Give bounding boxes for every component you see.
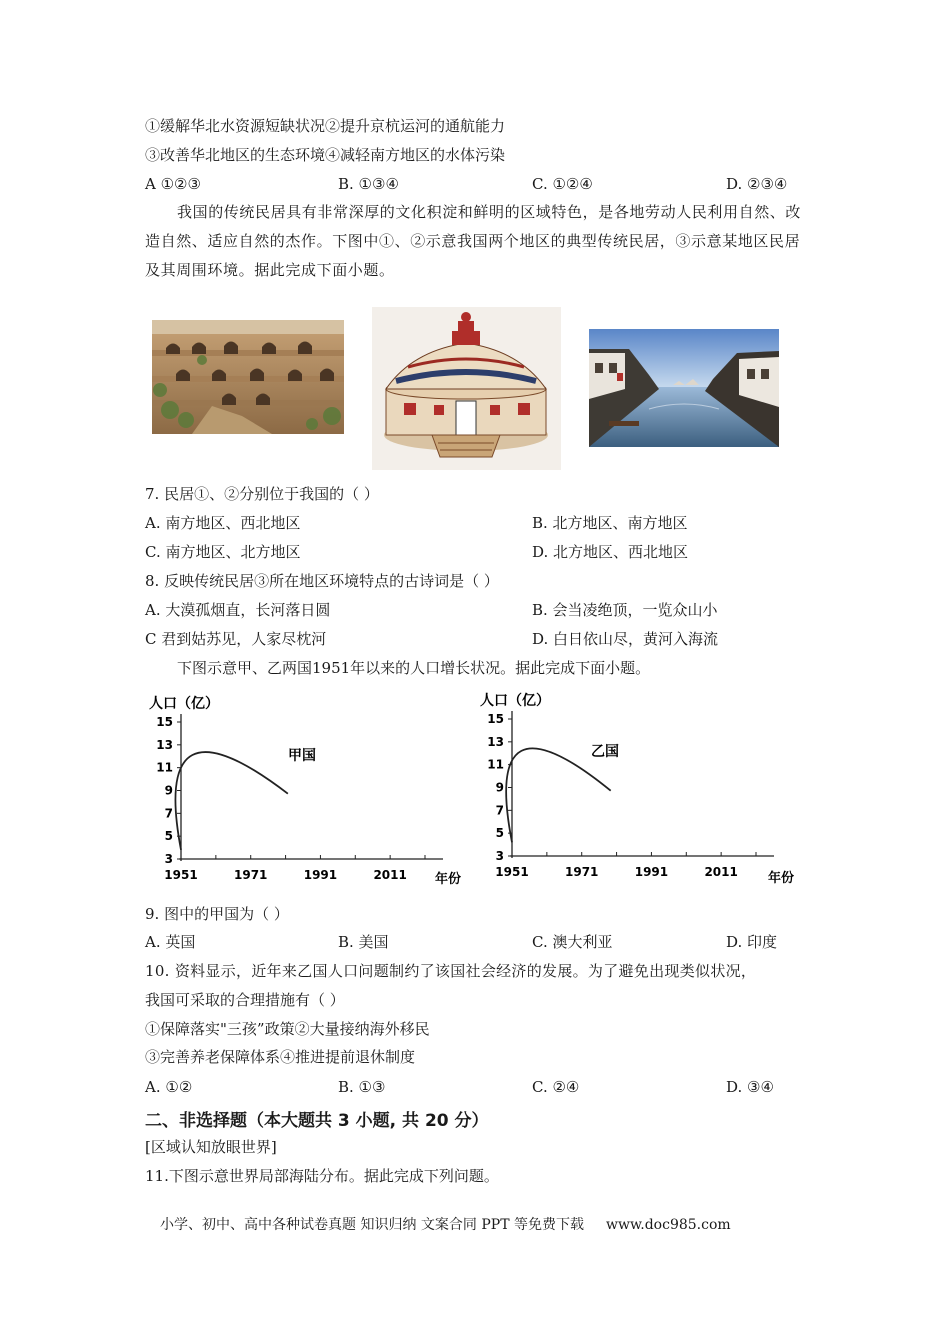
chart-yi-x-tick-label: 1971 [565, 865, 599, 879]
water-town-photo [589, 329, 779, 447]
q7-option-b: B. 北方地区、南方地区 [532, 514, 688, 532]
footer-text: 小学、初中、高中各种试卷真题 知识归纳 文案合同 PPT 等免费下载 [160, 1217, 584, 1233]
q11-stem: 11.下图示意世界局部海陆分布。据此完成下列问题。 [145, 1167, 499, 1185]
chart-yi-x-tick-label: 1951 [495, 865, 529, 879]
q10-option-c: C. ②④ [532, 1078, 580, 1096]
q6-option-a: A ①②③ [145, 175, 201, 193]
section-2-subtitle: [区域认知放眼世界] [145, 1138, 277, 1156]
q8-option-b: B. 会当凌绝顶，一览众山小 [532, 601, 718, 619]
intro-population: 下图示意甲、乙两国1951年以来的人口增长状况。据此完成下面小题。 [177, 659, 651, 677]
chart-jia-x-tick-label: 1991 [303, 868, 338, 882]
q8-option-d: D. 白日依山尽，黄河入海流 [532, 630, 719, 648]
q6-option-c: C. ①②④ [532, 175, 593, 193]
chart-jia-x-tick-label: 2011 [373, 868, 407, 882]
chart-yi-y-tick-label: 3 [495, 849, 504, 863]
q6-option-d: D. ②③④ [726, 175, 788, 193]
yurt-photo [372, 307, 561, 470]
chart-jia-y-tick-label: 9 [164, 783, 173, 798]
chart-jia-y-tick-label: 15 [156, 715, 173, 729]
chart-yi-y-tick-label: 15 [487, 712, 504, 726]
chart-yi-y-tick-label: 5 [495, 826, 504, 841]
cave-dwelling-photo [152, 320, 344, 434]
q9-option-a: A. 英国 [145, 933, 196, 951]
chart-jia-x-tick-label: 1971 [234, 868, 268, 882]
chart-jia-ylabel: 人口（亿） [149, 696, 219, 712]
q9-stem: 9. 图中的甲国为（ ） [145, 905, 289, 923]
q7-option-d: D. 北方地区、西北地区 [532, 543, 689, 561]
population-chart-jia [145, 688, 465, 893]
chart-yi-x-tick-label: 2011 [704, 865, 738, 879]
chart-jia-y-tick-label: 11 [156, 760, 173, 775]
q9-option-c: C. 澳大利亚 [532, 933, 613, 951]
chart-jia-y-tick-label: 5 [164, 829, 173, 844]
population-chart-yi [476, 685, 806, 893]
q10-stem-line-2: 我国可采取的合理措施有（ ） [145, 991, 345, 1009]
q10-statement-2: ③完善养老保障体系④推进提前退休制度 [145, 1048, 416, 1066]
footer-url[interactable]: www.doc985.com [605, 1217, 731, 1233]
q10-option-a: A. ①② [145, 1078, 193, 1096]
chart-yi-y-tick-label: 13 [487, 734, 504, 749]
q8-stem: 8. 反映传统民居③所在地区环境特点的古诗词是（ ） [145, 572, 499, 590]
chart-jia-series-line [175, 752, 287, 850]
q6-statement-line-1: ①缓解华北水资源短缺状况②提升京杭运河的通航能力 [145, 117, 506, 135]
chart-yi-y-tick-label: 7 [495, 803, 504, 818]
chart-jia-series-label: 甲国 [288, 748, 316, 764]
q9-option-d: D. 印度 [726, 933, 778, 951]
q9-option-b: B. 美国 [338, 933, 389, 951]
q8-option-c: C 君到姑苏见，人家尽枕河 [145, 630, 327, 648]
q6-statement-line-2: ③改善华北地区的生态环境④减轻南方地区的水体污染 [145, 146, 506, 164]
chart-jia-y-tick-label: 13 [156, 737, 173, 752]
section-2-title: 二、非选择题（本大题共 3 小题, 共 20 分） [145, 1111, 489, 1131]
chart-yi-series-line [506, 748, 611, 842]
q10-option-d: D. ③④ [726, 1078, 774, 1096]
q7-option-a: A. 南方地区、西北地区 [145, 514, 301, 532]
q10-option-b: B. ①③ [338, 1078, 386, 1096]
page-footer [160, 1214, 731, 1234]
q7-stem: 7. 民居①、②分别位于我国的（ ） [145, 485, 379, 503]
q6-option-b: B. ①③④ [338, 175, 399, 193]
chart-jia-xlabel: 年份 [435, 872, 462, 887]
q10-statement-1: ①保障落实"三孩”政策②大量接纳海外移民 [145, 1020, 430, 1038]
chart-jia-y-tick-label: 3 [164, 852, 173, 866]
intro-houses-paragraph: 我国的传统民居具有非常深厚的文化积淀和鲜明的区域特色，是各地劳动人民利用自然、改造自然、适应自然的杰作。下图中①、②示意我国两个地区的典型传统民居，③示意某地区民居及其周围环境。据此完成下面小题。 [145, 203, 802, 279]
chart-yi-series-label: 乙国 [591, 744, 619, 760]
chart-yi-y-tick-label: 11 [487, 757, 504, 772]
chart-yi-x-tick-label: 1991 [634, 865, 669, 879]
chart-yi-ylabel: 人口（亿） [480, 693, 550, 709]
q7-option-c: C. 南方地区、北方地区 [145, 543, 301, 561]
q8-option-a: A. 大漠孤烟直，长河落日圆 [145, 601, 331, 619]
q10-stem-line-1: 10. 资料显示，近年来乙国人口问题制约了该国社会经济的发展。为了避免出现类似状况， [145, 962, 757, 980]
chart-jia-y-tick-label: 7 [164, 806, 173, 821]
chart-yi-y-tick-label: 9 [495, 780, 504, 795]
chart-yi-xlabel: 年份 [768, 871, 795, 886]
chart-jia-x-tick-label: 1951 [164, 868, 198, 882]
